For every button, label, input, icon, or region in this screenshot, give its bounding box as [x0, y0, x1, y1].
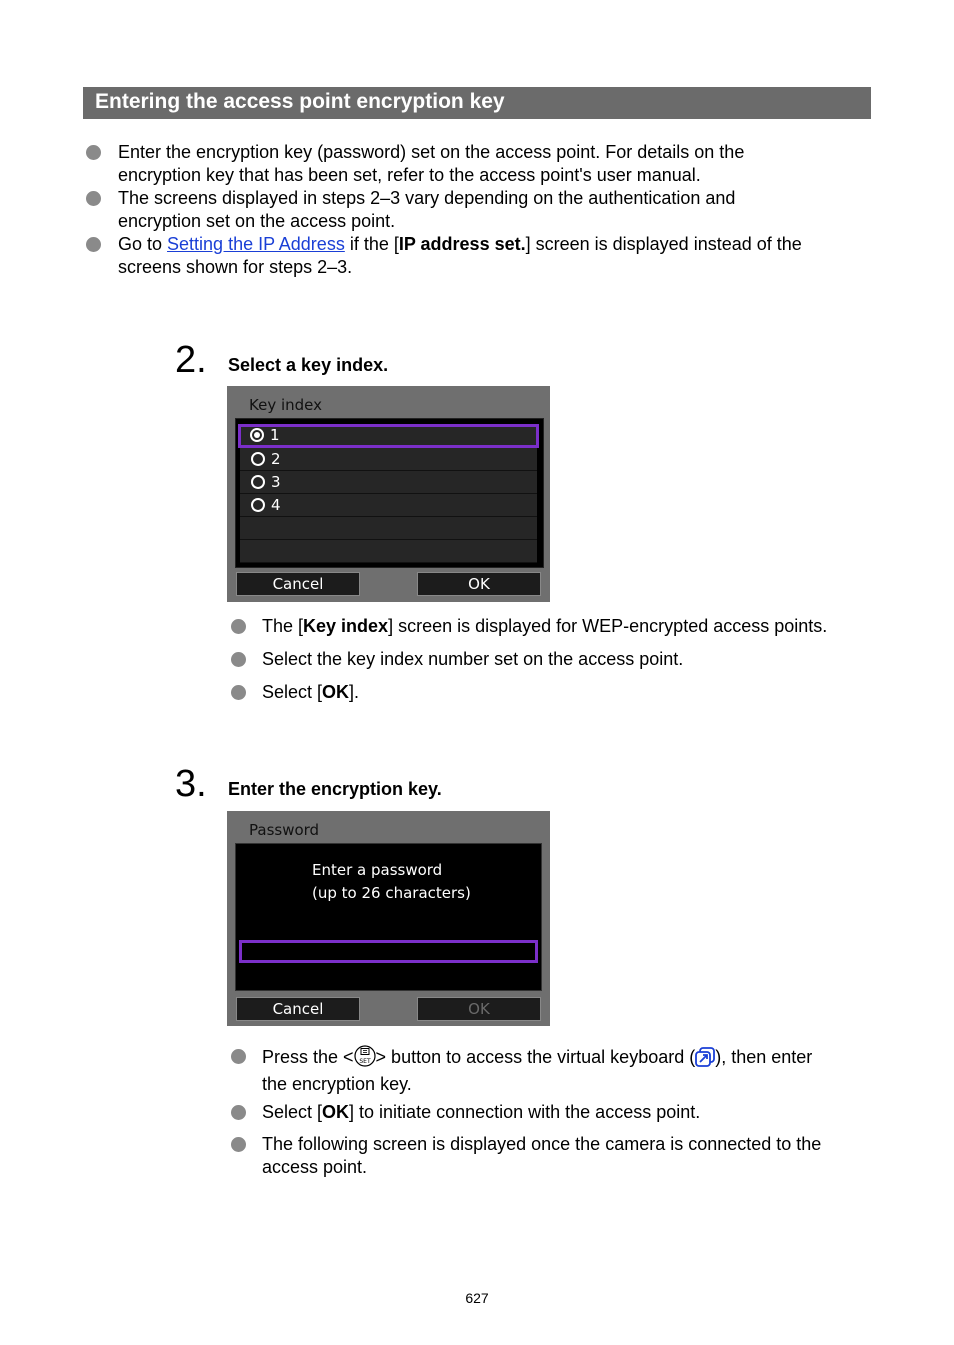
step-number: 2. [175, 339, 207, 381]
bullet-text: encryption key that has been set, refer to the access point's user manual. [118, 165, 701, 185]
bullet-text: screens shown for steps 2–3. [118, 257, 353, 277]
ok-button[interactable]: OK [417, 997, 541, 1021]
radio-icon [251, 498, 265, 512]
bullet-dot [231, 1137, 246, 1152]
step-title: Enter the encryption key. [228, 779, 442, 799]
bullet-text: Select [OK]. [262, 682, 360, 702]
bullet-dot [231, 1049, 246, 1064]
key-index-screen [227, 386, 550, 602]
radio-icon [251, 452, 265, 466]
radio-icon [251, 475, 265, 489]
key-index-option-2[interactable]: 2 [240, 448, 537, 471]
key-index-option-4[interactable]: 4 [240, 494, 537, 517]
ok-button[interactable]: OK [417, 572, 541, 596]
password-hint: (up to 26 characters) [312, 884, 471, 902]
section-title: Entering the access point encryption key [95, 90, 505, 113]
bullet-text: encryption set on the access point. [118, 211, 396, 231]
keyboard-icon [695, 1047, 715, 1073]
bullet-dot [86, 191, 101, 206]
bullet-text: Press the < SET > button to access the virtual keyboard ( ), then enter the encryption key. [262, 1047, 813, 1094]
empty-row [240, 517, 537, 540]
password-prompt: Enter a password [312, 861, 443, 879]
bullet-dot [231, 685, 246, 700]
bullet-text: Enter the encryption key (password) set on the access point. For details on the [118, 142, 745, 162]
bullet-text: The screens displayed in steps 2–3 vary depending on the authentication and [118, 188, 736, 208]
screen-title: Key index [249, 396, 323, 414]
bullet-dot [231, 652, 246, 667]
cancel-button[interactable]: Cancel [236, 997, 360, 1021]
bullet-dot [231, 1105, 246, 1120]
step-number: 3. [175, 763, 207, 805]
setting-ip-address-link[interactable]: Setting the IP Address [167, 234, 345, 254]
bullet-text: Select [OK] to initiate connection with the access point. [262, 1102, 701, 1122]
bullet-text: The following screen is displayed once the camera is connected to the access point. [262, 1134, 822, 1177]
bullet-dot [86, 237, 101, 252]
password-screen [227, 811, 550, 1026]
bullet-dot [86, 145, 101, 160]
section-header [83, 87, 871, 119]
screen-title: Password [249, 821, 320, 839]
bullet-text: The [Key index] screen is displayed for WEP-encrypted access points. [262, 616, 828, 636]
password-input[interactable] [239, 940, 538, 963]
bullet-dot [231, 619, 246, 634]
bullet-text: Go to Setting the IP Address if the [IP address set.] screen is displayed instead of the [118, 234, 802, 254]
svg-text:SET: SET [358, 1058, 371, 1065]
key-index-option-1[interactable]: 1 [238, 424, 539, 448]
step-title: Select a key index. [228, 355, 389, 375]
password-panel [235, 843, 542, 991]
set-button-icon [354, 1045, 376, 1073]
key-index-option-3[interactable]: 3 [240, 471, 537, 494]
cancel-button[interactable]: Cancel [236, 572, 360, 596]
radio-selected-icon [250, 428, 264, 442]
key-index-list [235, 418, 544, 568]
page-number: 627 [465, 1290, 489, 1306]
empty-row [240, 540, 537, 563]
bullet-text: Select the key index number set on the access point. [262, 649, 684, 669]
